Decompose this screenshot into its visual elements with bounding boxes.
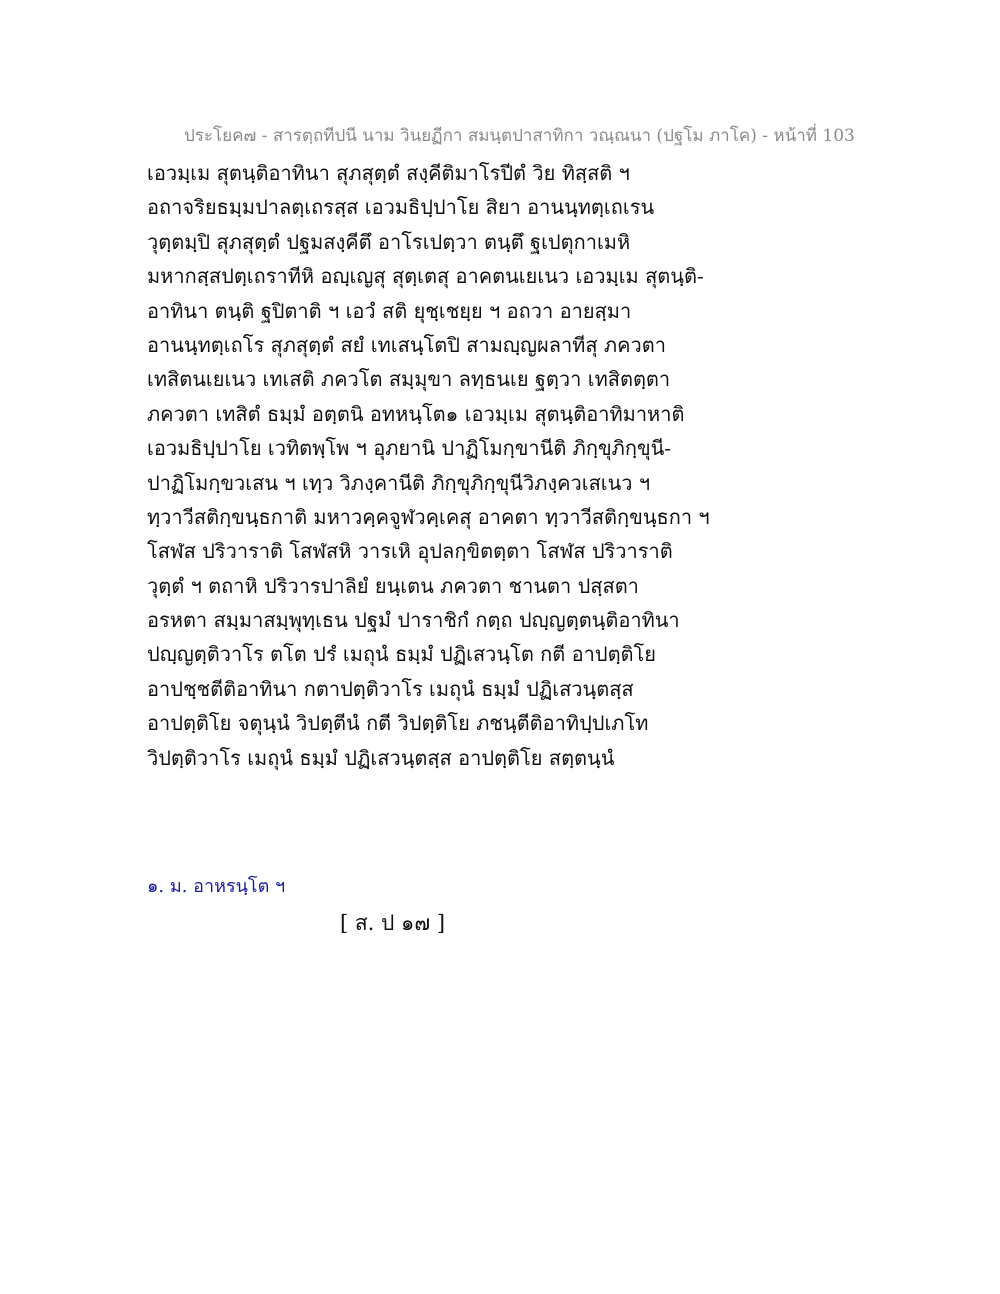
text-line: ทฺวาวีสติกฺขนฺธกาติ มหาวคฺคจูฬวคฺเคสุ อาคตา ทฺวาวีสติกฺขนฺธกา ฯ: [147, 504, 710, 529]
body-text: [147, 156, 847, 775]
text-line: อรหตา สมฺมาสมฺพุทฺเธน ปฐมํ ปาราชิกํ กตฺถ ปญฺญตฺตนฺติอาทินา: [147, 608, 680, 633]
footnote: ๑. ม. อาหรนฺโต ฯ: [147, 876, 286, 897]
running-header: ประโยค๗ - สารตฺถทีปนี นาม วินยฏีกา สมนฺตปาสาทิกา วณฺณนา (ปฐโม ภาโค) - หน้าที่ 103: [184, 126, 855, 146]
text-line: ปญฺญตฺติวาโร ตโต ปรํ เมถุนํ ธมฺมํ ปฏิเสวนฺโต กตี อาปตฺติโย: [147, 642, 657, 667]
text-line: เอวมธิปฺปาโย เวทิตพฺโพ ฯ อุภยานิ ปาฏิโมกฺขานีติ ภิกฺขุภิกฺขุนี-: [147, 436, 672, 461]
text-line: อานนฺทตฺเถโร สุภสุตฺตํ สยํ เทเสนฺโตปิ สามญฺญผลาทีสุ ภควตา: [147, 332, 666, 357]
text-line: วุตฺตํ ฯ ตถาหิ ปริวารปาลิยํ ยนฺเตน ภควตา ชานตา ปสฺสตา: [147, 573, 639, 598]
text-line: มหากสฺสปตฺเถราทีหิ อญฺเญสุ สุตฺเตสุ อาคตนเยเนว เอวมฺเม สุตนฺติ-: [147, 264, 704, 289]
text-line: โสฬส ปริวาราติ โสฬสหิ วารเหิ อุปลกฺขิตตฺตา โสฬส ปริวาราติ: [147, 539, 673, 564]
text-line: ภควตา เทสิตํ ธมฺมํ อตฺตนิ อทหนฺโต๑ เอวมฺเม สุตนฺติอาทิมาหาติ: [147, 401, 685, 426]
text-line: วิปตฺติวาโร เมถุนํ ธมฺมํ ปฏิเสวนฺตสฺส อาปตฺติโย สตฺตนฺนํ: [147, 745, 615, 770]
text-line: วุตฺตมฺปิ สุภสุตฺตํ ปฐมสงฺคีตึ อาโรเปตฺวา ตนฺตึ ฐเปตุกาเมหิ: [147, 229, 631, 254]
text-line: อถาจริยธมฺมปาลตฺเถรสฺส เอวมธิปฺปาโย สิยา อานนฺทตฺเถเรน: [147, 195, 655, 220]
text-line: ปาฏิโมกฺขวเสน ฯ เทฺว วิภงฺคานีติ ภิกฺขุภิกฺขุนีวิภงฺควเสเนว ฯ: [147, 470, 651, 495]
text-line: เอวมฺเม สุตนฺติอาทินา สุภสุตฺตํ สงฺคีติมาโรปีตํ วิย ทิสฺสติ ฯ: [147, 161, 630, 185]
page-mark: [ ส. ป ๑๗ ]: [340, 911, 446, 935]
text-line: อาทินา ตนฺติ ฐปิตาติ ฯ เอวํ สติ ยุชฺเชยฺย ฯ อถวา อายสฺมา: [147, 298, 632, 323]
text-line: อาปตฺติโย จตุนฺนํ วิปตฺตีนํ กตี วิปตฺติโย ภชนฺตีติอาทิปฺปเภโท: [147, 711, 649, 736]
text-line: อาปชฺชตีติอาทินา กตาปตฺติวาโร เมถุนํ ธมฺมํ ปฏิเสวนฺตสฺส: [147, 676, 634, 701]
text-line: เทสิตนเยเนว เทเสติ ภควโต สมฺมุขา ลทฺธนเย ฐตฺวา เทสิตตฺตา: [147, 367, 671, 392]
